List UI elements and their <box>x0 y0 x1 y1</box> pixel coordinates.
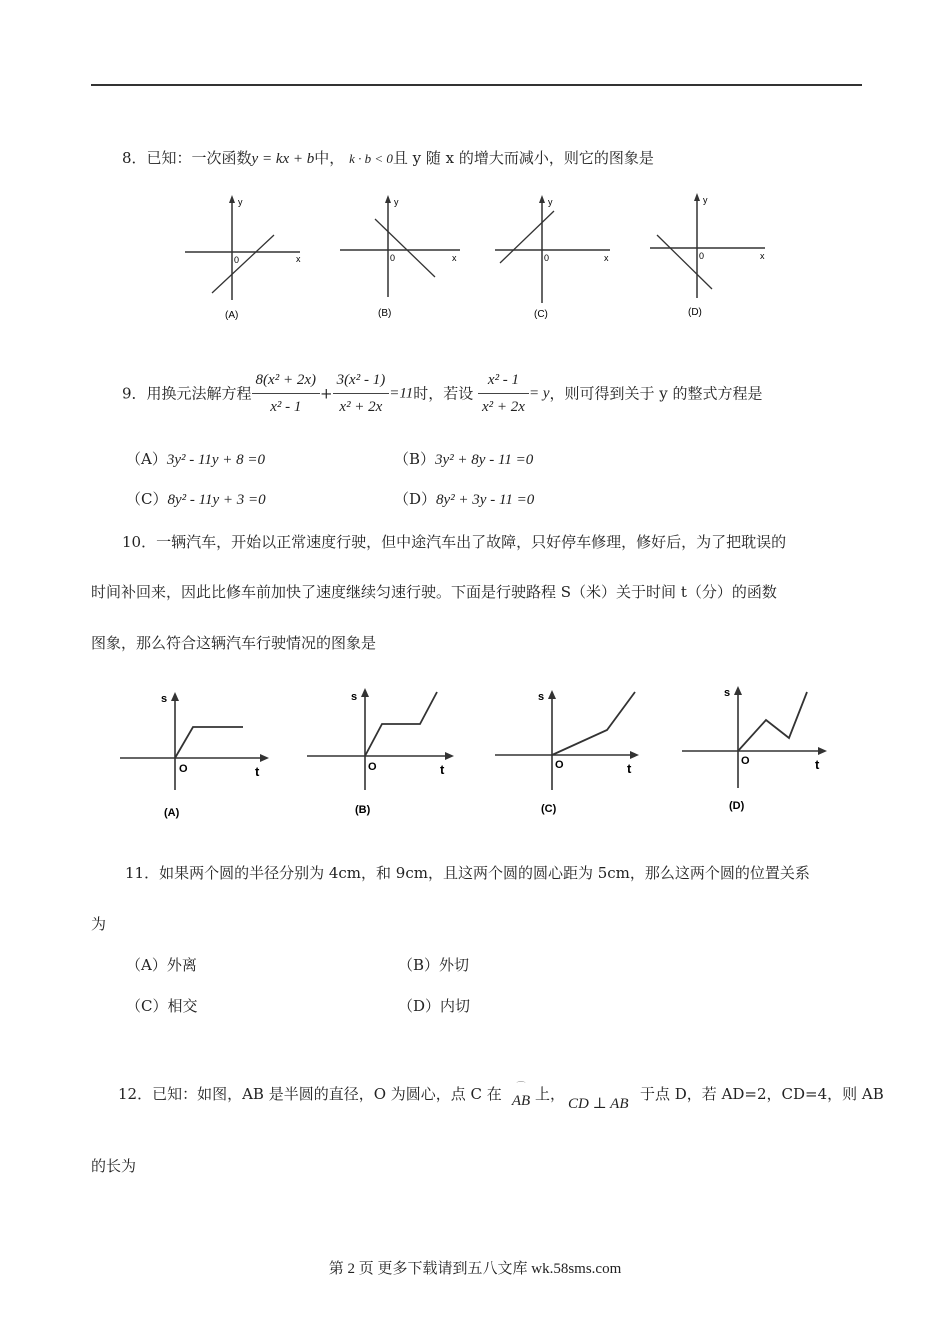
q9-text: 9．用换元法解方程 <box>122 384 252 403</box>
q9-option-c: （C）8y² - 11y + 3 =0 <box>126 490 266 508</box>
q8-graph-a <box>185 195 301 321</box>
q9-equals: =11 <box>389 385 414 402</box>
svg-text:0: 0 <box>699 251 705 261</box>
q9-text: 时，若设 <box>413 384 474 403</box>
q12-text-rest: 于点 D，若 AD=2，CD=4，则 AB <box>640 1085 884 1103</box>
svg-text:x: x <box>760 251 765 261</box>
q10-graph-options <box>115 680 835 825</box>
q12-arc-ab: ⌒ AB <box>509 1082 533 1110</box>
svg-text:y: y <box>394 197 399 207</box>
q12-text: 12．已知：如图，AB 是半圆的直径，O 为圆心，点 C 在 <box>118 1085 502 1103</box>
svg-text:0: 0 <box>544 253 550 263</box>
q8-function-expr: y = kx + b <box>251 151 315 167</box>
header-rule <box>91 84 862 86</box>
q8-graph-c <box>495 195 610 320</box>
svg-text:s: s <box>538 691 545 703</box>
q12-perpendicular: CD ⊥ AB <box>568 1096 629 1112</box>
q9-option-b: （B）3y² + 8y - 11 =0 <box>394 450 534 468</box>
svg-text:O: O <box>555 759 564 771</box>
svg-text:O: O <box>179 763 188 775</box>
svg-text:t: t <box>627 761 632 776</box>
q8-text: 中， <box>314 149 345 167</box>
question-12-line-2: 的长为 <box>91 1157 137 1175</box>
q9-option-a: （A）3y² - 11y + 8 =0 <box>126 450 266 468</box>
question-10-line-2: 时间补回来，因此比修车前加快了速度继续匀速行驶。下面是行驶路程 S（米）关于时间 t（分）的函数 <box>91 583 777 601</box>
svg-text:O: O <box>741 755 750 767</box>
q8-option-c-label: (C) <box>534 309 548 320</box>
svg-text:s: s <box>724 687 731 699</box>
svg-text:y: y <box>238 197 243 207</box>
q8-option-b-label: (B) <box>378 308 392 319</box>
svg-text:O: O <box>368 761 377 773</box>
question-8-stem <box>122 148 654 169</box>
question-11-line-1: 11．如果两个圆的半径分别为 4cm，和 9cm，且这两个圆的圆心距为 5cm，那么这两个圆的位置关系 <box>125 864 810 882</box>
q8-option-a-label: (A) <box>225 310 239 321</box>
q8-graph-d <box>650 193 765 318</box>
q10-graph-a <box>120 692 269 819</box>
q8-graph-b <box>340 195 460 319</box>
arc-mark-icon: ⌒ <box>516 1082 526 1092</box>
q9-substitution-fraction: $\frac{\text{x² - 1}}{\text{x² + 2x}}$ <box>478 368 529 419</box>
q8-condition: k · b < 0 <box>349 151 393 166</box>
q8-option-d-label: (D) <box>688 307 702 318</box>
svg-text:x: x <box>296 254 301 264</box>
q8-text: 8．已知：一次函数 <box>122 149 252 167</box>
q11-option-c: （C）相交 <box>126 997 198 1015</box>
svg-text:y: y <box>703 195 708 205</box>
q11-option-b: （B）外切 <box>398 956 470 974</box>
svg-text:x: x <box>604 253 609 263</box>
q9-text: ，则可得到关于 y 的整式方程是 <box>549 384 763 403</box>
q8-graph-options <box>170 185 790 330</box>
q10-option-a-label: (A) <box>164 807 180 819</box>
q10-graph-c <box>495 690 639 815</box>
svg-text:0: 0 <box>390 253 396 263</box>
page-footer: 第 2 页 更多下载请到五八文库 wk.58sms.com <box>328 1261 622 1277</box>
svg-text:x: x <box>452 253 457 263</box>
svg-text:t: t <box>440 762 445 777</box>
q9-fraction-2: $\frac{\text{3(x² - 1)}}{\text{x² + 2x}}$ <box>333 368 390 419</box>
svg-text:t: t <box>255 764 260 779</box>
q10-option-b-label: (B) <box>355 804 371 816</box>
svg-text:t: t <box>815 757 820 772</box>
svg-text:s: s <box>351 691 358 703</box>
q12-text-on: 上， <box>535 1085 566 1103</box>
q11-option-d: （D）内切 <box>398 997 471 1015</box>
q9-equals-y: = y <box>528 385 550 402</box>
q10-option-d-label: (D) <box>729 800 745 812</box>
q10-graph-d <box>682 686 827 812</box>
question-11-line-2: 为 <box>91 915 107 933</box>
q9-fraction-1: $\frac{\text{8(x² + 2x)}}{\text{x² - 1}}$ <box>252 368 320 419</box>
q10-graph-b <box>307 688 454 816</box>
q9-option-d: （D）8y² + 3y - 11 =0 <box>394 490 535 508</box>
q10-option-c-label: (C) <box>541 803 557 815</box>
question-12-stem <box>118 1084 502 1104</box>
question-10-line-3: 图象，那么符合这辆汽车行驶情况的图象是 <box>91 634 377 652</box>
q8-text: 且 y 随 x 的增大而减小，则它的图象是 <box>392 149 654 167</box>
svg-text:0: 0 <box>234 255 240 265</box>
svg-text:s: s <box>161 693 168 705</box>
svg-text:y: y <box>548 197 553 207</box>
question-10-line-1: 10．一辆汽车，开始以正常速度行驶，但中途汽车出了故障，只好停车修理，修好后，为了把耽误的 <box>122 533 787 551</box>
q11-option-a: （A）外离 <box>126 956 197 974</box>
question-9-stem: 9．用换元法解方程 $\frac{\text{8(x² + 2x)}}{\text{x² - 1}}$ + $\frac{\text{3(x² - 1)}}{\text{x² + 2x}}$ =11时，若设 $\frac{\text{x² - 1}}{\text{x² + 2x}}$ = y，则可得到关于 y 的整式方程是 <box>122 368 763 419</box>
